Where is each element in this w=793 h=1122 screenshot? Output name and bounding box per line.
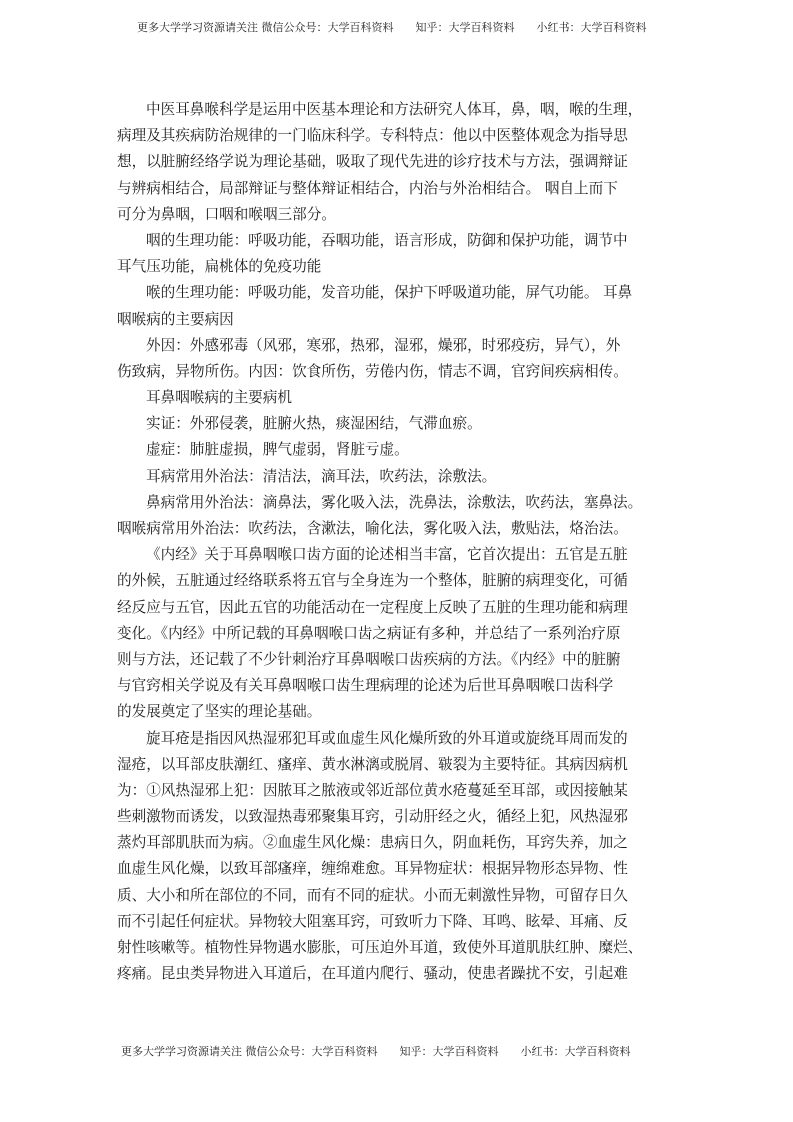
paragraph-line: 的外候，五脏通过经络联系将五官与全身连为一个整体，脏腑的病理变化，可循 bbox=[117, 572, 628, 590]
header-zhihu: 知乎：大学百科资料 bbox=[415, 21, 515, 34]
paragraph-line: 实证：外邪侵袭，脏腑火热，痰湿困结，气滞血瘀。 bbox=[146, 415, 482, 433]
paragraph-line: 经反应与五官，因此五官的功能活动在一定程度上反映了五脏的生理功能和病理 bbox=[117, 598, 628, 616]
paragraph-line: 为：①风热湿邪上犯：因脓耳之脓液或邻近部位黄水疮蔓延至耳部，或因接触某 bbox=[117, 781, 628, 799]
paragraph-line: 蒸灼耳部肌肤而为病。②血虚生风化燥：患病日久，阴血耗伤，耳窍失养，加之 bbox=[117, 834, 628, 852]
section-heading: 耳鼻咽喉病的主要病机 bbox=[146, 389, 292, 407]
paragraph-line: 而不引起任何症状。异物较大阻塞耳窍，可致听力下降、耳鸣、眩晕、耳痛、反 bbox=[117, 912, 628, 930]
paragraph-line: 可分为鼻咽，口咽和喉咽三部分。 bbox=[117, 205, 336, 223]
paragraph-line: 伤致病，异物所伤。内因：饮食所伤，劳倦内伤，情志不调，官窍间疾病相传。 bbox=[117, 362, 628, 380]
paragraph-line: 耳病常用外治法：清洁法，滴耳法，吹药法，涂敷法。 bbox=[146, 467, 497, 485]
paragraph-line: 中医耳鼻喉科学是运用中医基本理论和方法研究人体耳，鼻，咽，喉的生理， bbox=[146, 101, 643, 118]
paragraph-line: 虚症：肺脏虚损，脾气虚弱，肾脏亏虚。 bbox=[146, 441, 409, 459]
paragraph-line: 耳气压功能，扁桃体的免疫功能 bbox=[117, 258, 322, 276]
page-header bbox=[137, 19, 647, 35]
paragraph-line: 病理及其疾病防治规律的一门临床科学。专科特点：他以中医整体观念为指导思 bbox=[117, 127, 628, 145]
header-xiaohongshu: 小红书：大学百科资料 bbox=[536, 21, 647, 34]
paragraph-line: 旋耳疮是指因风热湿邪犯耳或血虚生风化燥所致的外耳道或旋绕耳周而发的 bbox=[146, 729, 628, 747]
paragraph-line: 质、大小和所在部位的不同，而有不同的症状。小而无刺激性异物，可留存日久 bbox=[117, 886, 628, 904]
paragraph-line: 则与方法，还记载了不少针刺治疗耳鼻咽喉口齿疾病的方法。《内经》中的脏腑 bbox=[117, 650, 621, 668]
paragraph-line: 想，以脏腑经络学说为理论基础，吸取了现代先进的诊疗技术与方法，强调辩证 bbox=[117, 153, 628, 171]
paragraph-line: 咽喉病的主要病因 bbox=[117, 310, 234, 328]
paragraph-line: 湿疮，以耳部皮肤潮红、瘙痒、黄水淋漓或脱屑、皲裂为主要特征。其病因病机 bbox=[117, 755, 628, 773]
footer-xiaohongshu: 小红书：大学百科资料 bbox=[520, 1045, 631, 1058]
paragraph-line: 的发展奠定了坚实的理论基础。 bbox=[117, 703, 322, 721]
paragraph-line: 与官窍相关学说及有关耳鼻咽喉口齿生理病理的论述为后世耳鼻咽喉口齿科学 bbox=[117, 677, 614, 695]
page-footer bbox=[121, 1043, 631, 1059]
paragraph-line: 咽喉病常用外治法：吹药法，含漱法，喻化法，雾化吸入法，敷贴法，烙治法。 bbox=[117, 520, 628, 537]
footer-zhihu: 知乎：大学百科资料 bbox=[399, 1045, 499, 1058]
paragraph-line: 喉的生理功能：呼吸功能，发音功能，保护下呼吸道功能，屏气功能。 耳鼻 bbox=[146, 284, 633, 302]
paragraph-line: 鼻病常用外治法：滴鼻法，雾化吸入法，洗鼻法，涂敷法，吹药法，塞鼻法。 bbox=[146, 493, 643, 511]
paragraph-line: 些刺激物而诱发，以致湿热毒邪聚集耳窍，引动肝经之火，循经上犯，风热湿邪 bbox=[117, 808, 628, 826]
footer-notice: 更多大学学习资源请关注 微信公众号：大学百科资料 bbox=[121, 1045, 378, 1058]
paragraph-line: 变化。《内经》中所记载的耳鼻咽喉口齿之病证有多种，并总结了一系列治疗原 bbox=[117, 624, 621, 642]
paragraph-line: 与辨病相结合，局部辩证与整体辩证相结合，内治与外治相结合。 咽自上而下 bbox=[117, 179, 618, 197]
header-notice: 更多大学学习资源请关注 微信公众号：大学百科资料 bbox=[137, 21, 394, 34]
document-body bbox=[117, 97, 677, 987]
paragraph-line: 射性咳嗽等。植物性异物遇水膨胀，可压迫外耳道，致使外耳道肌肤红肿、糜烂、 bbox=[117, 939, 643, 956]
paragraph-line: 疼痛。昆虫类异物进入耳道后，在耳道内爬行、骚动，使患者躁扰不安，引起难 bbox=[117, 965, 628, 983]
paragraph-line: 血虚生风化燥，以致耳部瘙痒，缠绵难愈。耳异物症状：根据异物形态异物、性 bbox=[117, 860, 628, 878]
paragraph-line: 《内经》关于耳鼻咽喉口齿方面的论述相当丰富，它首次提出：五官是五脏 bbox=[146, 546, 628, 564]
paragraph-line: 咽的生理功能：呼吸功能，吞咽功能，语言形成，防御和保护功能，调节中 bbox=[146, 231, 628, 249]
paragraph-line: 外因：外感邪毒（风邪，寒邪，热邪，湿邪，燥邪，时邪疫疠，异气），外 bbox=[146, 336, 621, 354]
